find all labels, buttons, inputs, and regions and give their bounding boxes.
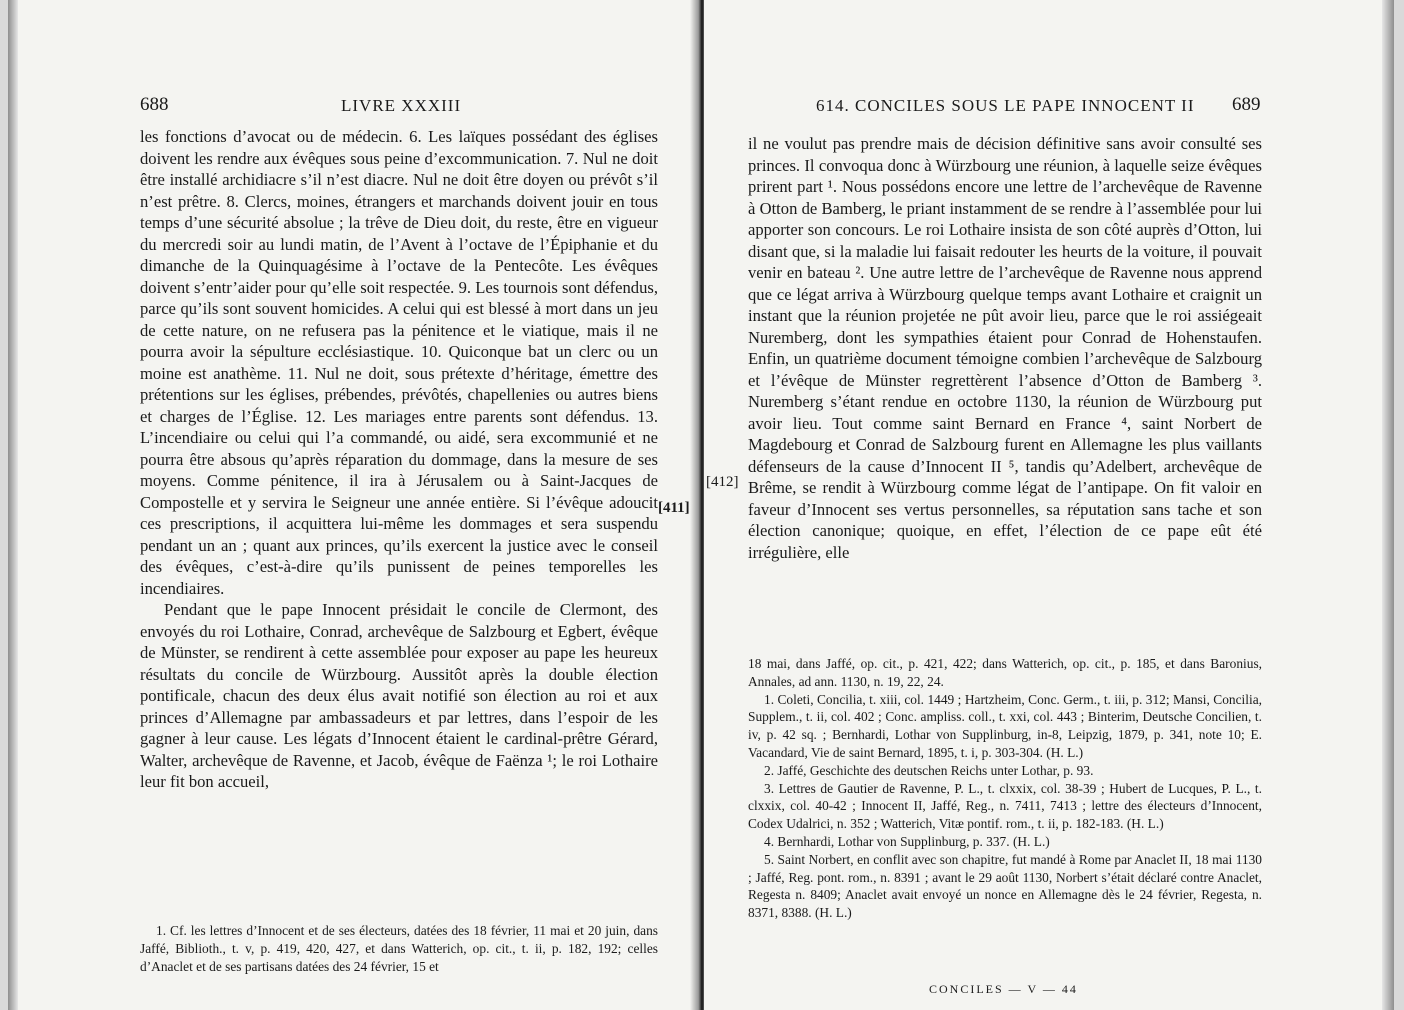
running-head: 614. CONCILES SOUS LE PAPE INNOCENT II [816, 96, 1195, 115]
footnote: 5. Saint Norbert, en conflit avec son chapitre, fut mandé à Rome par Anaclet II, 18 mai 1130 ; Jaffé, Reg. pont. rom., n. 8391 ; avant le 29 août 1130, Norbert s’était déclaré contre Anaclet, Regesta n. 8409; Anaclet avait envoyé un nonce en Allemagne dès le 24 février, Regesta, n. 8371, 8388. (H. L.) [748, 851, 1262, 921]
footnote: 4. Bernhardi, Lothar von Supplinburg, p. 337. (H. L.) [764, 833, 1050, 849]
page-number: 688 [140, 94, 169, 115]
page-number: 689 [1232, 94, 1261, 115]
right-page [704, 0, 1394, 1010]
page-edge-shadow [8, 0, 18, 1010]
margin-marker: [411] [658, 500, 690, 516]
footnote: 18 mai, dans Jaffé, op. cit., p. 421, 422; dans Watterich, op. cit., p. 185, et dans Baronius, Annales, ad ann. 1130, n. 19, 22, 24. [748, 656, 1262, 689]
body-text [748, 133, 1262, 563]
paragraph: Pendant que le pape Innocent présidait le concile de Clermont, des envoyés du roi Lothaire, Conrad, archevêque de Salzbourg et Egbert, évêque de Münster, se rendirent à cette assemblée pour exposer au pape les heureux résultats du concile de Würzbourg. Aussitôt après la double élection pontificale, chacun des deux élus avait notifié son élection au roi et aux princes d’Allemagne par ambassadeurs et par lettres, dans l’espoir de les gagner à leur cause. Les légats d’Innocent étaient le cardinal-prêtre Gérard, Walter, archevêque de Ravenne, et Jacob, évêque de Faënza ¹; le roi Lothaire leur fit bon accueil, [140, 600, 658, 791]
page-edge-shadow [1382, 0, 1394, 1010]
left-page [8, 0, 700, 1010]
paragraph: les fonctions d’avocat ou de médecin. 6. Les laïques possédant des églises doivent les rendre aux évêques sous peine d’excommunication. 7. Nul ne doit être installé archidiacre s’il n’est diacre. Nul ne doit être doyen ou prévôt s’il n’est prêtre. 8. Clercs, moines, étrangers et marchands doivent jouir en tous temps d’une sécurité absolue ; la trêve de Dieu doit, du reste, être en vigueur du mercredi soir au lundi matin, de l’Avent à l’octave de l’Épiphanie et du dimanche de la Quinquagésime à l’octave de la Pentecôte. Les évêques doivent s’entr’aider pour qu’elle soit respectée. 9. Les tournois sont défendus, parce qu’ils sont souvent homicides. A celui qui est blessé à mort dans un jeu de cette nature, on ne refusera pas la pénitence et le viatique, mais il ne pourra avoir la sépulture ecclésiastique. 10. Quiconque bat un clerc ou un moine est anathème. 11. Nul ne doit, sous prétexte d’héritage, émettre des prétentions sur les églises, prébendes, prévôtés, chapellenies ou autres biens et charges de l’Église. 12. Les mariages entre parents sont défendus. 13. L’incendiaire ou celui qui l’a commandé, ou aidé, sera excommunié et ne pourra être absous qu’après réparation du dommage, dans la mesure de ses moyens. Comme pénitence, il ira à Jérusalem ou à Saint-Jacques de Compostelle et y servira le Seigneur une année entière. Si l’évêque adoucit ces prescriptions, il acquittera lui-même les dommages et sera suspendu pendant un an ; quant aux princes, qu’ils exercent la justice avec le conseil des évêques, c’est-à-dire qu’ils punissent de peines temporelles les incendiaires. [140, 127, 658, 598]
body-text [140, 126, 658, 793]
paragraph: il ne voulut pas prendre mais de décision définitive sans avoir consulté ses princes. Il convoqua donc à Würzbourg une réunion, à laquelle seize évêques prirent part ¹. Nous possédons encore une lettre de l’archevêque de Ravenne à Otton de Bamberg, le priant instamment de se rendre à l’assemblée pour lui apporter son concours. Le roi Lothaire insista de son côté auprès d’Otton, lui disant que, si la maladie lui faisait redouter les heurts de la voiture, il pouvait venir en bateau ². Une autre lettre de l’archevêque de Ravenne nous apprend que ce légat arriva à Würzbourg quelque temps avant Lothaire et craignit un instant que la réunion projetée ne pût avoir lieu, parce que le roi assiégeait Nuremberg, dont les sympathies étaient pour Conrad de Hohenstaufen. Enfin, un quatrième document témoigne combien l’archevêque de Salzbourg et l’évêque de Münster regrettèrent l’absence d’Otton de Bamberg ³. Nuremberg s’étant rendue en octobre 1130, la réunion de Würzbourg put avoir lieu. Tout comme saint Bernard en France ⁴, saint Norbert de Magdebourg et Conrad de Salzbourg furent en Allemagne les plus vaillants défenseurs de la cause d’Innocent II ⁵, tandis qu’Adelbert, archevêque de Brême, se rendit à Würzbourg comme légat de l’antipape. On fit valoir en faveur d’Innocent ses vertus personnelles, sa réputation sans tache et son élection canonique; quoique, en effet, l’élection de ce pape eût été irrégulière, elle [748, 134, 1262, 562]
footnote: 2. Jaffé, Geschichte des deutschen Reichs unter Lothar, p. 93. [764, 762, 1094, 778]
footnotes [748, 655, 1262, 922]
margin-marker: [412] [706, 474, 739, 490]
footnote: 1. Cf. les lettres d’Innocent et de ses électeurs, datées des 18 février, 11 mai et 20 juin, dans Jaffé, Biblioth., t. v, p. 419, 420, 427, et dans Watterich, op. cit., t. ii, p. 182, 192; celles d’Anaclet et de ses partisans datées des 24 février, 15 et [140, 923, 658, 974]
footnotes [140, 922, 658, 975]
running-head: LIVRE XXXIII [341, 96, 462, 115]
footnote: 1. Coleti, Concilia, t. xiii, col. 1449 ; Hartzheim, Conc. Germ., t. iii, p. 312; Mansi, Concilia, Supplem., t. ii, col. 402 ; Conc. ampliss. coll., t. xxi, col. 443 ; Binterim, Deutsche Concilien, t. iv, p. 42 sq. ; Bernhardi, Lothar von Supplinburg, in-8, Leipzig, 1879, p. 341, note 10; E. Vacandard, Vie de saint Bernard, 1895, t. i, p. 303-304. (H. L.) [748, 691, 1262, 760]
footnote: 3. Lettres de Gautier de Ravenne, P. L., t. clxxix, col. 38-39 ; Hubert de Lucques, P. L., t. clxxix, col. 40-42 ; Innocent II, Jaffé, Reg., n. 7411, 7413 ; lettre des électeurs d’Innocent, Codex Udalrici, n. 352 ; Watterich, Vitæ pontif. rom., t. ii, p. 182-183. (H. L.) [748, 780, 1262, 832]
signature-mark: CONCILES — V — 44 [929, 982, 1078, 996]
